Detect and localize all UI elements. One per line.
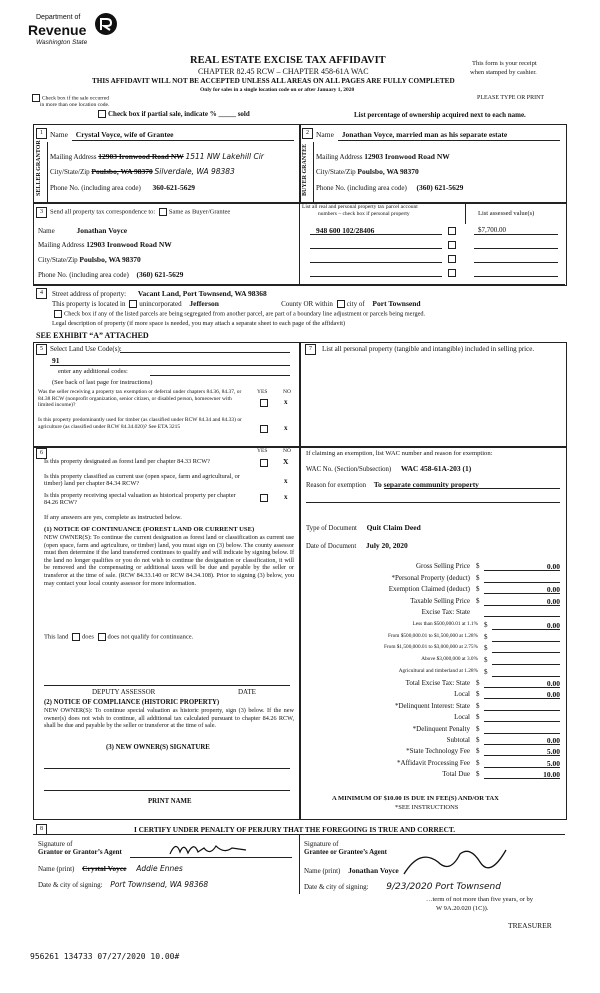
tax-row-line (492, 641, 560, 642)
land-use-code-line (50, 365, 290, 366)
county-label: County OR within (281, 300, 333, 308)
section-6-number: 6 (36, 448, 47, 459)
tax-row (300, 633, 562, 642)
department-logo (28, 12, 128, 50)
tax-row-line (484, 733, 560, 734)
tax-row-currency: $ (476, 770, 480, 779)
s5-q2-answer[interactable]: x (284, 424, 288, 432)
city-of-label: city of (346, 300, 365, 308)
tax-row (300, 747, 562, 756)
seller-mailing-label: Mailing Address (50, 153, 97, 161)
tax-row-line (484, 616, 560, 617)
s6-q3-answer[interactable]: x (284, 493, 288, 501)
perjury-note-1: …term of not more than five years, or by (426, 896, 534, 903)
doc-type-value[interactable]: Quit Claim Deed (366, 523, 421, 532)
tax-row-label: *Delinquent Interest: State (394, 701, 470, 710)
buyer-city-label: City/State/Zip (316, 168, 356, 176)
parcel-personal-checkbox-2[interactable] (448, 241, 456, 249)
partial-sale-row (96, 110, 250, 118)
exemption-claim-label: If claiming an exemption, list WAC number and reason for exemption: (306, 450, 493, 457)
tax-row-label: Total Excise Tax: State (405, 679, 470, 687)
s6-q1: Is this property designated as forest land per chapter 84.33 RCW? (44, 458, 210, 465)
does-label: does (82, 633, 94, 641)
parcel-line-4 (310, 276, 442, 277)
exhibit-note[interactable]: SEE EXHIBIT “A” ATTACHED (36, 331, 149, 340)
tax-row (300, 736, 562, 745)
tax-row-label: From $500,000.01 to $1,500,000 at 1.28% (387, 632, 478, 639)
s3-mailing[interactable]: 12903 Ironwood Road NW (86, 240, 172, 249)
tax-row-currency: $ (484, 621, 488, 629)
section-3-divider (299, 202, 300, 284)
land-use-code[interactable]: 91 (52, 356, 60, 365)
this-land-label: This land (44, 633, 69, 641)
same-as-buyer-label: Same as Buyer/Grantee (168, 208, 231, 216)
tax-row-label: Local (454, 713, 470, 722)
new-owner-sig-line-1 (44, 768, 290, 769)
county-name[interactable]: Jefferson (189, 299, 219, 308)
land-use-label: Select Land Use Code(s): (50, 345, 122, 353)
seller-mailing-row (50, 152, 264, 161)
buyer-phone[interactable]: (360) 621-5629 (416, 183, 464, 192)
tax-row-currency: $ (476, 573, 480, 582)
parcel-personal-checkbox-3[interactable] (448, 255, 456, 263)
seller-city-label: City/State/Zip (50, 168, 90, 176)
tax-row-label: Agricultural and timberland at 1.28% (398, 667, 478, 674)
seller-name-underline (72, 140, 294, 141)
tax-row (300, 679, 562, 688)
tax-row-line (484, 755, 560, 756)
section-8-number: 8 (36, 824, 47, 835)
doc-date-value[interactable]: July 20, 2020 (365, 541, 408, 550)
doc-type-row (306, 523, 421, 532)
s6-q3-yes-checkbox[interactable] (260, 494, 268, 502)
assessed-line-1 (474, 234, 558, 235)
section-5-number: 5 (36, 344, 47, 355)
tax-row-currency: $ (484, 667, 488, 676)
buyer-phone-row (316, 183, 463, 192)
additional-codes-line (150, 375, 290, 376)
tax-row-currency: $ (476, 701, 480, 710)
wac-row (306, 464, 471, 473)
located-label: This property is located in (52, 300, 126, 308)
s6-q3: Is this property receiving special valuation as historical property per chapter 84.26 RCW? (44, 492, 236, 506)
grantor-name-new[interactable]: Addie Ennes (136, 864, 183, 873)
notice1-body: NEW OWNER(S): To continue the current designation as forest land or classification as current use (open space, farm and agriculture, or timber) land, you must sign on (3) below. The county assessor must then determine if the land transferred continues to qualify and will indicate by signing below. If the land no longer qualifies or you do not wish to continue the designation or classification, it will be removed and the compensating or additional taxes will be due and payable by the seller or transferor at the time of sale. (RCW 84.33.140 or RCW 84.34.108). Prior to signing (3) below, you may contact your local county assessor for more information. (44, 534, 294, 587)
seller-city-new[interactable]: Silverdale, WA 98383 (154, 167, 235, 176)
tax-row (300, 656, 562, 665)
tax-row-label: Subtotal (446, 736, 470, 744)
tax-row-currency: $ (484, 632, 488, 641)
assessed-line-4 (474, 276, 558, 277)
buyer-city[interactable]: Poulsbo, WA 98370 (357, 167, 419, 176)
s3-mailing-row (38, 240, 172, 249)
tax-row-label: Total Due (442, 770, 470, 779)
deputy-date-label: DATE (238, 688, 256, 696)
tax-row-value[interactable]: 5.00 (546, 758, 560, 768)
partial-sale-label: Check box if partial sale, indicate % _____ sold (108, 110, 250, 118)
seller-name-label: Name (50, 130, 68, 139)
tax-row (300, 770, 562, 779)
assessed-divider (465, 202, 466, 224)
tax-row-line (484, 778, 560, 779)
assessed-value[interactable]: $7,700.00 (478, 226, 506, 234)
tax-row-label: *State Technology Fee (406, 747, 470, 756)
tax-row (300, 608, 562, 617)
tax-row-line (484, 605, 560, 606)
tax-row-currency: $ (476, 713, 480, 722)
grantee-name-label: Name (print) (304, 867, 341, 875)
buyer-name[interactable]: Jonathan Voyce, married man as his separate estate (341, 130, 508, 139)
please-type: PLEASE TYPE OR PRINT (477, 95, 545, 101)
grantor-date-label: Date & city of signing: (38, 881, 103, 889)
grantee-signature-icon (400, 844, 510, 884)
perjury-note-2: W 9A.20.020 (1C)). (436, 905, 489, 912)
tax-row-value[interactable]: 0.00 (546, 621, 560, 630)
see-instructions-note: *SEE INSTRUCTIONS (395, 804, 459, 811)
notice2-title: (2) NOTICE OF COMPLIANCE (HISTORIC PROPERTY) (44, 699, 220, 706)
certify-statement: I CERTIFY UNDER PENALTY OF PERJURY THAT THE FOREGOING IS TRUE AND CORRECT. (134, 825, 456, 834)
s5-q2-yes-checkbox[interactable] (260, 425, 268, 433)
reason-line-1 (384, 488, 560, 489)
wac-label: WAC No. (Section/Subsection) (306, 466, 392, 473)
tax-row-label: *Delinquent Penalty (412, 724, 470, 733)
tax-row (300, 702, 562, 711)
section-8-divider (299, 834, 300, 894)
tax-row (300, 690, 562, 699)
seller-side-label: SELLER GRANTOR (36, 140, 42, 196)
recording-stamp: 956261 134733 07/27/2020 10.00# (30, 952, 180, 961)
section-4-number: 4 (36, 288, 47, 299)
parcel-personal-checkbox-4[interactable] (448, 269, 456, 277)
tax-row-value[interactable]: 5.00 (546, 747, 560, 757)
dept-line3: Washington State (36, 39, 88, 46)
seller-phone-row (50, 183, 195, 192)
s6-no-header: NO (283, 448, 291, 454)
section-7-box (299, 342, 567, 448)
tax-row (300, 585, 562, 594)
treasurer-label: TREASURER (508, 921, 552, 930)
buyer-name-row (316, 130, 507, 139)
buyer-name-label: Name (316, 130, 334, 139)
seller-name-row (50, 130, 173, 139)
seller-city-old[interactable]: Poulsbo, WA 98370 (91, 167, 153, 176)
form-title: REAL ESTATE EXCISE TAX AFFIDAVIT (190, 55, 386, 66)
parcel-line-2 (310, 248, 442, 249)
tax-row-line (484, 767, 560, 768)
tax-row-line (484, 593, 560, 594)
tax-row-line (492, 676, 560, 677)
seller-phone-label: Phone No. (including area code) (50, 184, 141, 192)
tax-row-line (484, 710, 560, 711)
segregated-row (52, 310, 425, 318)
s3-name-row (38, 226, 127, 235)
tax-row-line (492, 629, 560, 630)
located-row (52, 299, 421, 308)
notice2-body: NEW OWNER(S): To continue special valuation as historic property, sign (3) below. If the new owner(s) does not wish to continue, all additional tax calculated pursuant to chapter 84.26 RCW, shall be due and payable by the seller or transferor at the time of sale. (44, 707, 294, 730)
legal-description-label: Legal description of property (if more space is needed, you may attach a separate sheet to each page of the affidavit) (52, 320, 346, 327)
tax-row-label: Less than $500,000.01 at 1.1% (412, 621, 478, 627)
same-as-buyer-checkbox[interactable] (159, 208, 167, 216)
tax-row-currency: $ (476, 562, 480, 570)
buyer-city-row (316, 167, 419, 176)
tax-row-currency: $ (476, 585, 480, 593)
seller-city-row (50, 167, 235, 176)
buyer-mailing-row (316, 152, 450, 161)
deputy-line (44, 685, 290, 686)
section-4-top (33, 284, 565, 285)
s3-name[interactable]: Jonathan Voyce (76, 226, 128, 235)
tax-row-value[interactable]: 0.00 (546, 736, 560, 745)
grantee-sig-label-2: Grantee or Grantee’s Agent (304, 848, 388, 856)
tax-row-value[interactable]: 0.00 (546, 596, 560, 606)
deputy-label: DEPUTY ASSESSOR (92, 688, 156, 696)
grantee-date-label: Date & city of signing: (304, 883, 369, 891)
tax-row-line (484, 721, 560, 722)
new-owner-sig-label: (3) NEW OWNER(S) SIGNATURE (106, 744, 210, 751)
land-qualify-row (44, 633, 193, 641)
seller-mailing-new[interactable]: 1511 NW Lakehill Cir (185, 152, 264, 161)
tax-row (300, 597, 562, 606)
tax-row-label: Above $3,000,000 at 3.0% (421, 656, 478, 663)
tax-row-line (484, 582, 560, 583)
grantor-sig-label-2: Grantor or Grantor’s Agent (38, 848, 122, 856)
buyer-mailing[interactable]: 12903 Ironwood Road NW (364, 152, 450, 161)
assessed-line-2 (474, 248, 558, 249)
doc-date-label: Date of Document (306, 543, 357, 550)
receipt-note-2: when stamped by cashier. (470, 69, 537, 76)
assessed-line-3 (474, 262, 558, 263)
grantor-sig-line (130, 857, 292, 858)
s3-phone[interactable]: (360) 621-5629 (136, 270, 184, 279)
tax-row-currency: $ (476, 758, 480, 767)
grantee-name-row (304, 866, 399, 875)
section-1-number: 1 (36, 128, 47, 139)
tax-row-label: Excise Tax: State (421, 608, 470, 616)
tax-row-value[interactable]: 0.00 (546, 585, 560, 594)
tax-row-line (484, 570, 560, 571)
s5-q2: Is this property predominantly used for timber (as classified under RCW 84.34 and 84.33) or agriculture (as classified under RCW 84.34.020)? See ETA 3215 (38, 417, 242, 430)
section-2-number: 2 (302, 128, 313, 139)
tax-row (300, 725, 562, 734)
tax-row-label: From $1,500,000.01 to $3,000,000 at 2.75% (383, 644, 478, 651)
tax-row-line (484, 687, 560, 688)
s3-name-label: Name (38, 227, 55, 235)
s6-q2: Is this property classified as current use (open space, farm and agricultural, or timber) land per chapter 84.34 RCW? (44, 473, 240, 487)
tax-row-currency: $ (484, 656, 488, 665)
doc-date-row (306, 541, 408, 550)
city-of-checkbox[interactable] (337, 300, 345, 308)
grantor-name-row (38, 864, 183, 873)
multi-location-label-1: Check box if the sale occurred (42, 95, 110, 102)
section-7-number: 7 (305, 344, 316, 355)
tax-row (300, 574, 562, 583)
section-7-label: List all personal property (tangible and intangible) included in selling price. (322, 345, 535, 353)
grantor-sig-label-1: Signature of (38, 840, 73, 848)
multi-location-checkbox[interactable] (32, 94, 40, 102)
tax-row-label: Local (454, 690, 470, 699)
parcel-header-2: numbers – check box if personal property (318, 211, 410, 217)
grantor-name-label: Name (print) (38, 865, 75, 873)
tax-row-currency: $ (476, 596, 480, 605)
s3-phone-row (38, 270, 183, 279)
seller-name[interactable]: Crystal Voyce, wife of Grantee (75, 130, 174, 139)
form-warning: THIS AFFIDAVIT WILL NOT BE ACCEPTED UNLESS ALL AREAS ON ALL PAGES ARE FULLY COMPLETED (92, 77, 455, 85)
tax-row-currency: $ (476, 747, 480, 756)
tax-row-currency: $ (476, 736, 480, 744)
grantor-name-old[interactable]: Crystal Voyce (82, 864, 127, 873)
does-not-checkbox[interactable] (98, 633, 106, 641)
see-back-note: (See back of last page for instructions) (52, 379, 153, 386)
dept-line1: Department of (36, 14, 81, 21)
tax-row (300, 668, 562, 677)
tax-row (300, 562, 562, 571)
tax-row-value[interactable]: 0.00 (546, 562, 560, 571)
buyer-side-divider (313, 142, 314, 202)
s3-phone-label: Phone No. (including area code) (38, 271, 129, 279)
tax-row-label: *Personal Property (deduct) (391, 573, 470, 582)
s6-if-yes: If any answers are yes, complete as instructed below. (44, 514, 182, 521)
street-label: Street address of property: (52, 290, 127, 298)
unincorporated-label: unincorporated (139, 300, 182, 308)
s3-mailing-label: Mailing Address (38, 241, 85, 249)
tax-row-value[interactable]: 0.00 (546, 679, 560, 688)
print-name-label: PRINT NAME (148, 798, 192, 805)
tax-row-line (492, 664, 560, 665)
ownership-pct-note: List percentage of ownership acquired next to each name. (354, 111, 526, 119)
seller-mailing-old[interactable]: 12903 Ironwood Road NW (98, 152, 184, 161)
tax-row-value[interactable]: 0.00 (546, 690, 560, 700)
tax-row-line (492, 652, 560, 653)
logo-icon (94, 12, 118, 36)
reason-value[interactable]: To separate community property (373, 480, 479, 489)
parcel-header-1: List all real and personal property tax parcel account (302, 204, 418, 210)
assessed-header: List assessed value(s) (478, 210, 535, 217)
receipt-note-1: This form is your receipt (472, 60, 537, 67)
s6-q1-yes-checkbox[interactable] (260, 459, 268, 467)
tax-row-label: Gross Selling Price (415, 562, 470, 570)
grantee-date-value[interactable]: 9/23/2020 Port Townsend (386, 882, 501, 892)
send-correspondence-label: Send all property tax correspondence to: (50, 208, 156, 216)
grantor-date-value[interactable]: Port Townsend, WA 98368 (110, 880, 209, 889)
land-use-label-line (120, 352, 290, 353)
wac-number[interactable]: WAC 458-61A-203 (1) (400, 464, 472, 473)
multi-location-label-2: in more than one location code. (40, 102, 110, 109)
tax-row-line (484, 698, 560, 699)
s5-q1-answer[interactable]: x (284, 398, 288, 406)
parcel-number[interactable]: 948 600 102/28406 (316, 226, 375, 235)
buyer-name-underline (338, 140, 560, 141)
seller-side-divider (47, 142, 48, 202)
partial-sale-checkbox[interactable] (98, 110, 106, 118)
s5-no-header: NO (283, 389, 291, 395)
additional-codes-label: enter any additional codes: (58, 368, 128, 375)
street-row (52, 289, 267, 298)
grantee-signature[interactable] (400, 844, 510, 887)
tax-row (300, 759, 562, 768)
tax-row-currency: $ (484, 644, 488, 653)
s5-q1: Was the seller receiving a property tax exemption or deferral under chapters 84.36, 84.37, or 84.38 RCW (nonprofit organization, senior citizen, or disabled person, homeowner with limited income)? (38, 389, 242, 408)
parcel-line-3 (310, 262, 442, 263)
s3-city-row (38, 255, 141, 264)
tax-row-label: Taxable Selling Price (410, 596, 470, 605)
section-3-number: 3 (36, 207, 47, 218)
tax-row (300, 713, 562, 722)
tax-row-label: *Affidavit Processing Fee (397, 758, 470, 767)
form-subtitle: CHAPTER 82.45 RCW – CHAPTER 458-61A WAC (198, 67, 369, 76)
minimum-due-note: A MINIMUM OF $10.00 IS DUE IN FEE(S) AND/OR TAX (332, 795, 499, 802)
unincorporated-checkbox[interactable] (129, 300, 137, 308)
new-owner-sig-line-2 (44, 790, 290, 791)
seller-phone[interactable]: 360-621-5629 (152, 183, 196, 192)
s5-q1-yes-checkbox[interactable] (260, 399, 268, 407)
tax-row (300, 644, 562, 653)
send-correspondence-row (50, 208, 230, 216)
grantor-signature-icon (168, 838, 248, 858)
does-not-label: does not qualify for continuance. (107, 633, 194, 641)
grantor-date-row (38, 880, 208, 889)
single-location-note: Only for sales in a single location code on or after January 1, 2020 (200, 87, 355, 93)
buyer-side-label: BUYER GRANTEE (302, 143, 308, 196)
notice1-title: (1) NOTICE OF CONTINUANCE (FOREST LAND OR CURRENT USE) (44, 526, 255, 533)
buyer-mailing-label: Mailing Address (316, 153, 363, 161)
multi-location-checkbox-row (30, 94, 109, 109)
s6-yes-header: YES (257, 448, 268, 454)
s6-q2-answer[interactable]: x (284, 477, 288, 485)
segregated-label: Check box if any of the listed parcels are being segregated from another parcel, are part of a boundary line adjustment or parcels being merged. (64, 310, 426, 318)
tax-row-line (484, 744, 560, 745)
tax-row-currency: $ (476, 690, 480, 699)
tax-row (300, 621, 562, 630)
tax-row-label: Exemption Claimed (deduct) (388, 585, 470, 593)
s5-yes-header: YES (257, 389, 268, 395)
doc-type-label: Type of Document (306, 525, 357, 532)
does-checkbox[interactable] (72, 633, 80, 641)
parcel-personal-checkbox-1[interactable] (448, 227, 456, 235)
buyer-phone-label: Phone No. (including area code) (316, 184, 407, 192)
s3-city[interactable]: Poulsbo, WA 98370 (79, 255, 141, 264)
tax-row-value[interactable]: 10.00 (543, 770, 560, 780)
s3-city-label: City/State/Zip (38, 256, 78, 264)
parcel-line-1 (310, 234, 442, 235)
city-name[interactable]: Port Townsend (372, 299, 421, 308)
segregated-checkbox[interactable] (54, 310, 62, 318)
reason-line-2 (306, 502, 560, 503)
grantee-sig-label-1: Signature of (304, 840, 339, 848)
street-address[interactable]: Vacant Land, Port Townsend, WA 98368 (137, 289, 267, 298)
dept-line2: Revenue (28, 22, 87, 38)
grantee-date-row (304, 882, 501, 892)
reason-label: Reason for exemption (306, 482, 367, 489)
tax-row-currency: $ (476, 724, 480, 733)
tax-row-currency: $ (476, 679, 480, 687)
grantee-name[interactable]: Jonathan Voyce (348, 866, 399, 875)
s6-q1-answer[interactable]: X (283, 457, 289, 466)
